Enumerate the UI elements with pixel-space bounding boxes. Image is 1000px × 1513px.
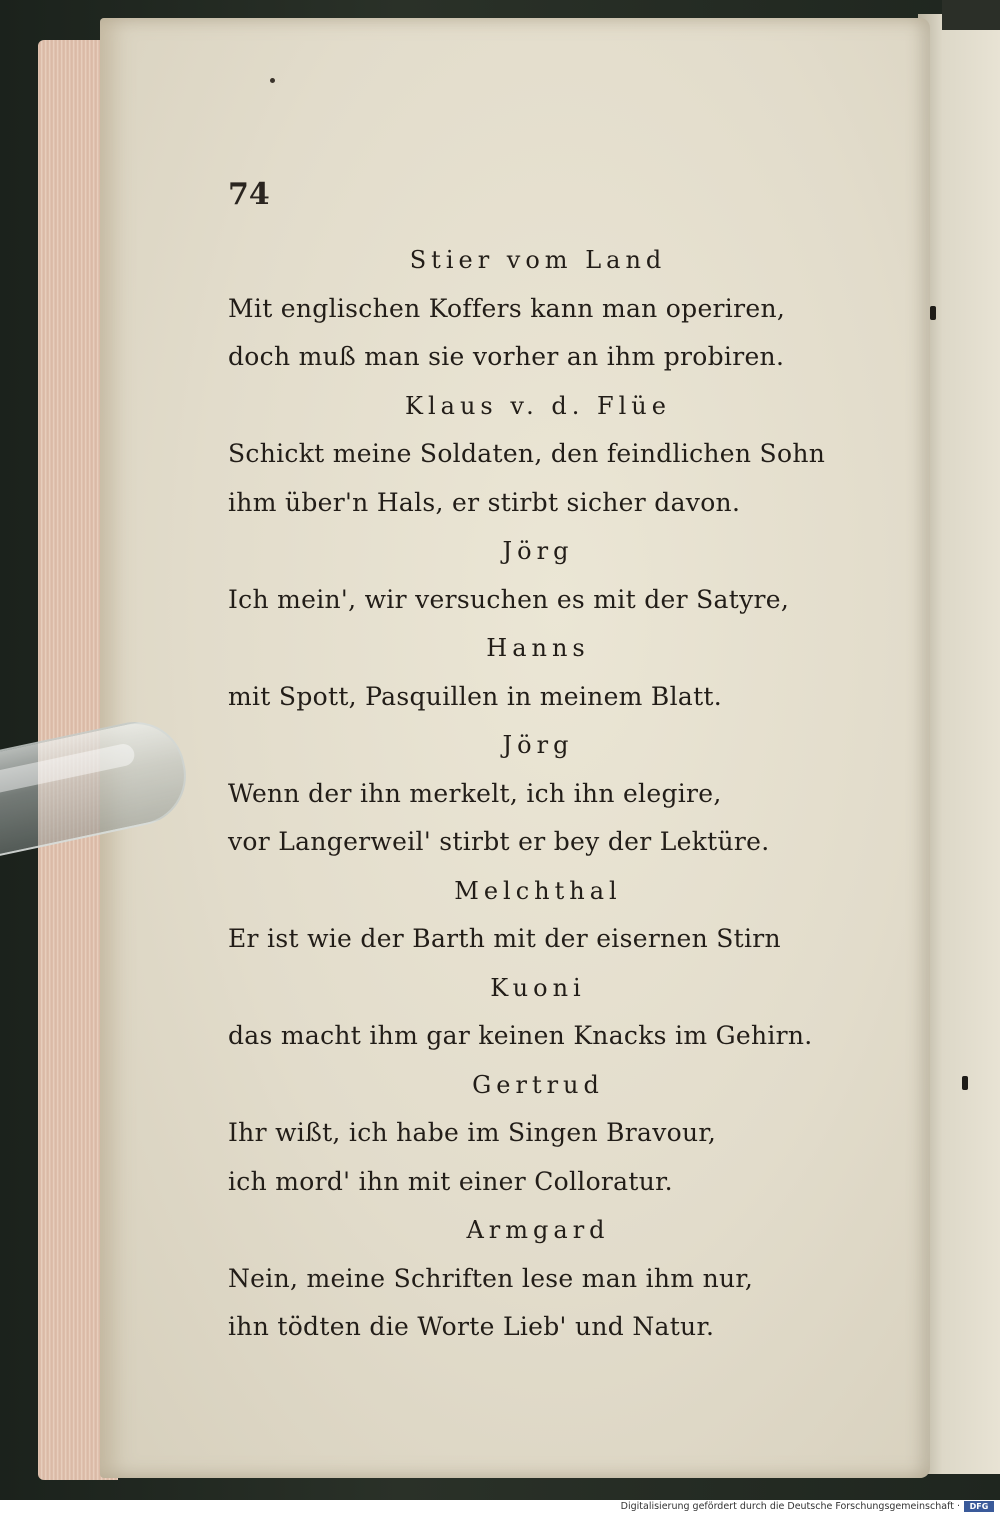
speaker-name: Klaus v. d. Flüe bbox=[405, 391, 671, 420]
verse-line: Ihr wißt, ich habe im Singen Bravour, bbox=[228, 1118, 717, 1147]
verse-line: Ich mein', wir versuchen es mit der Satyre, bbox=[228, 584, 790, 614]
speaker-name: Melchthal bbox=[454, 876, 622, 905]
verse-line: ihm über'n Hals, er stirbt sicher davon. bbox=[228, 487, 741, 517]
verse-line: Wenn der ihn merkelt, ich ihn elegire, bbox=[228, 778, 722, 808]
speaker-name: Hanns bbox=[486, 634, 590, 662]
verse-line: ich mord' ihn mit einer Colloratur. bbox=[228, 1166, 673, 1196]
speaker-name: Stier vom Land bbox=[409, 246, 667, 274]
verse-line: das macht ihm gar keinen Knacks im Gehirn. bbox=[228, 1021, 813, 1050]
facing-page-edge bbox=[918, 14, 1000, 1474]
verse-line: vor Langerweil' stirbt er bey der Lektüre. bbox=[228, 827, 770, 856]
verse-line: Nein, meine Schriften lese man ihm nur, bbox=[228, 1263, 754, 1293]
speaker-name: Gertrud bbox=[472, 1070, 604, 1099]
speaker-name: Kuoni bbox=[490, 973, 586, 1002]
funding-credit: Digitalisierung gefördert durch die Deutsche Forschungsgemeinschaft · bbox=[620, 1501, 960, 1512]
clip-highlight bbox=[0, 742, 136, 795]
facing-page-shadow bbox=[942, 0, 1000, 30]
ink-speck bbox=[270, 78, 275, 83]
dfg-logo-icon: DFG bbox=[964, 1501, 994, 1512]
verse-line: Mit englischen Koffers kann man operiren, bbox=[228, 293, 786, 323]
verse-line: mit Spott, Pasquillen in meinem Blatt. bbox=[228, 681, 723, 711]
footer-bar bbox=[0, 1500, 1000, 1513]
speaker-name: Armgard bbox=[466, 1216, 610, 1244]
verse-line: ihn tödten die Worte Lieb' und Natur. bbox=[228, 1312, 715, 1341]
page-edge-mark bbox=[962, 1076, 968, 1090]
verse-line: Er ist wie der Barth mit der eisernen Stirn bbox=[228, 924, 781, 953]
page-number: 74 bbox=[228, 177, 270, 212]
speaker-name: Jörg bbox=[502, 537, 574, 565]
page-edge-mark bbox=[930, 306, 936, 320]
verse-line: doch muß man sie vorher an ihm probiren. bbox=[228, 342, 785, 371]
verse-line: Schickt meine Soldaten, den feindlichen Sohn bbox=[228, 439, 826, 468]
poem-text bbox=[228, 236, 848, 1352]
speaker-name: Jörg bbox=[502, 731, 574, 759]
